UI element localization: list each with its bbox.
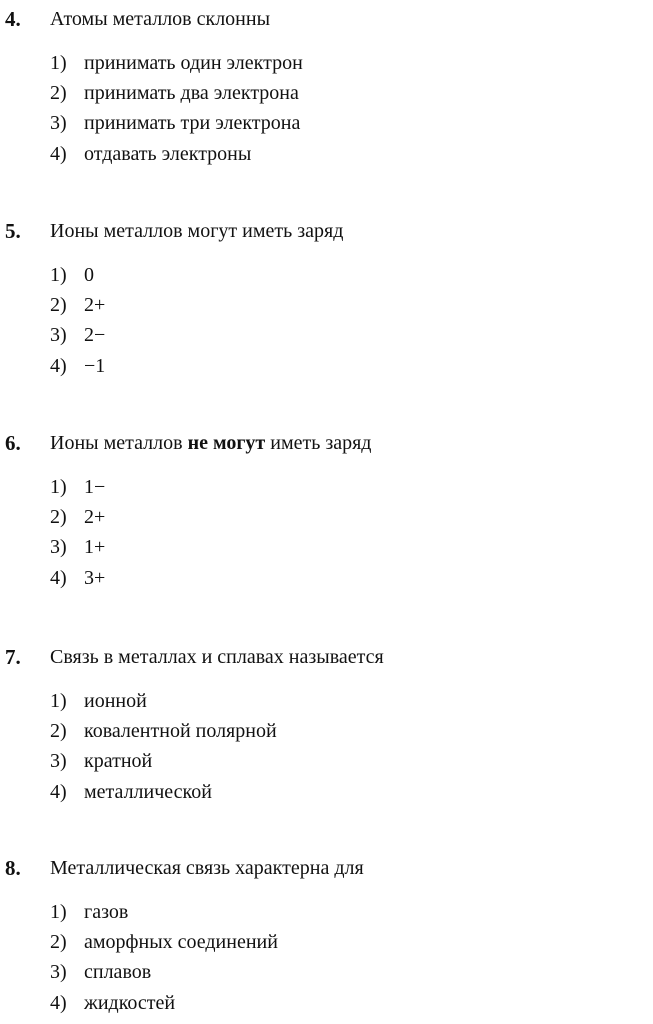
option-number: 3): [50, 112, 67, 135]
answer-option-2[interactable]: [50, 290, 105, 320]
option-number: 2): [50, 82, 67, 105]
question-text: Связь в металлах и сплавах называется: [50, 646, 384, 668]
question-number: 5.: [5, 219, 21, 243]
question-number: 8.: [5, 856, 21, 880]
question-text-before: Ионы металлов: [50, 432, 188, 454]
question-text-emphasis: не могут: [187, 432, 266, 454]
answer-options: [50, 260, 105, 381]
question-6: [0, 428, 653, 589]
option-text: ионной: [84, 690, 147, 712]
question-number: 4.: [5, 7, 21, 31]
option-number: 3): [50, 324, 67, 347]
question-header: [0, 853, 653, 883]
option-number: 2): [50, 720, 67, 743]
option-number: 4): [50, 566, 67, 589]
question-4: [0, 4, 653, 165]
option-number: 4): [50, 142, 67, 165]
option-text: сплавов: [84, 961, 152, 984]
question-text: Ионы металлов могут иметь заряд: [50, 220, 344, 242]
option-text: 2−: [84, 324, 106, 347]
option-number: 2): [50, 506, 67, 529]
answer-option-1[interactable]: [50, 472, 105, 502]
question-text: Атомы металлов склонны: [50, 8, 271, 30]
option-text: отдавать электроны: [84, 142, 252, 165]
option-text: принимать два электрона: [84, 82, 299, 105]
option-number: 4): [50, 780, 67, 803]
answer-option-1[interactable]: [50, 686, 277, 716]
option-text: ковалентной полярной: [84, 720, 277, 743]
answer-options: [50, 897, 278, 1018]
option-text: 1−: [84, 476, 106, 498]
question-number: 6.: [5, 431, 21, 455]
answer-options: [50, 472, 105, 593]
answer-option-4[interactable]: [50, 988, 278, 1018]
option-number: 4): [50, 354, 67, 377]
option-number: 3): [50, 750, 67, 773]
option-number: 2): [50, 294, 67, 317]
option-text: 2+: [84, 506, 106, 529]
option-number: 1): [50, 52, 67, 74]
option-number: 1): [50, 264, 67, 286]
option-text: принимать один электрон: [84, 52, 303, 74]
option-number: 3): [50, 536, 67, 559]
answer-option-1[interactable]: [50, 48, 303, 78]
question-header: [0, 216, 653, 246]
question-text: Металлическая связь характерна для: [50, 857, 364, 879]
answer-option-1[interactable]: [50, 260, 105, 290]
answer-option-4[interactable]: [50, 351, 105, 381]
question-header: [0, 642, 653, 672]
option-text: 0: [84, 264, 94, 286]
option-text: кратной: [84, 750, 153, 773]
option-text: аморфных соединений: [84, 931, 278, 954]
option-text: −1: [84, 354, 106, 377]
answer-option-4[interactable]: [50, 777, 277, 807]
answer-option-3[interactable]: [50, 532, 105, 562]
option-number: 3): [50, 961, 67, 984]
option-number: 2): [50, 931, 67, 954]
question-5: [0, 216, 653, 377]
answer-option-3[interactable]: [50, 746, 277, 776]
answer-option-3[interactable]: [50, 320, 105, 350]
question-8: [0, 853, 653, 1014]
question-header: [0, 428, 653, 458]
option-text: 1+: [84, 536, 106, 559]
question-text-after: иметь заряд: [265, 432, 372, 454]
option-text: 2+: [84, 294, 106, 317]
option-text: 3+: [84, 566, 106, 589]
answer-option-4[interactable]: [50, 139, 303, 169]
option-number: 1): [50, 690, 67, 712]
question-7: [0, 642, 653, 803]
answer-options: [50, 686, 277, 807]
answer-option-3[interactable]: [50, 957, 278, 987]
answer-option-2[interactable]: [50, 78, 303, 108]
answer-option-2[interactable]: [50, 502, 105, 532]
question-number: 7.: [5, 645, 21, 669]
question-header: [0, 4, 653, 34]
answer-option-1[interactable]: [50, 897, 278, 927]
option-number: 4): [50, 991, 67, 1014]
question-text: [50, 428, 371, 458]
answer-option-2[interactable]: [50, 927, 278, 957]
option-text: принимать три электрона: [84, 112, 301, 135]
option-text: газов: [84, 901, 129, 923]
option-text: металлической: [84, 780, 212, 803]
option-text: жидкостей: [84, 991, 176, 1014]
option-number: 1): [50, 901, 67, 923]
answer-option-4[interactable]: [50, 563, 105, 593]
answer-option-3[interactable]: [50, 108, 303, 138]
option-number: 1): [50, 476, 67, 498]
answer-option-2[interactable]: [50, 716, 277, 746]
answer-options: [50, 48, 303, 169]
